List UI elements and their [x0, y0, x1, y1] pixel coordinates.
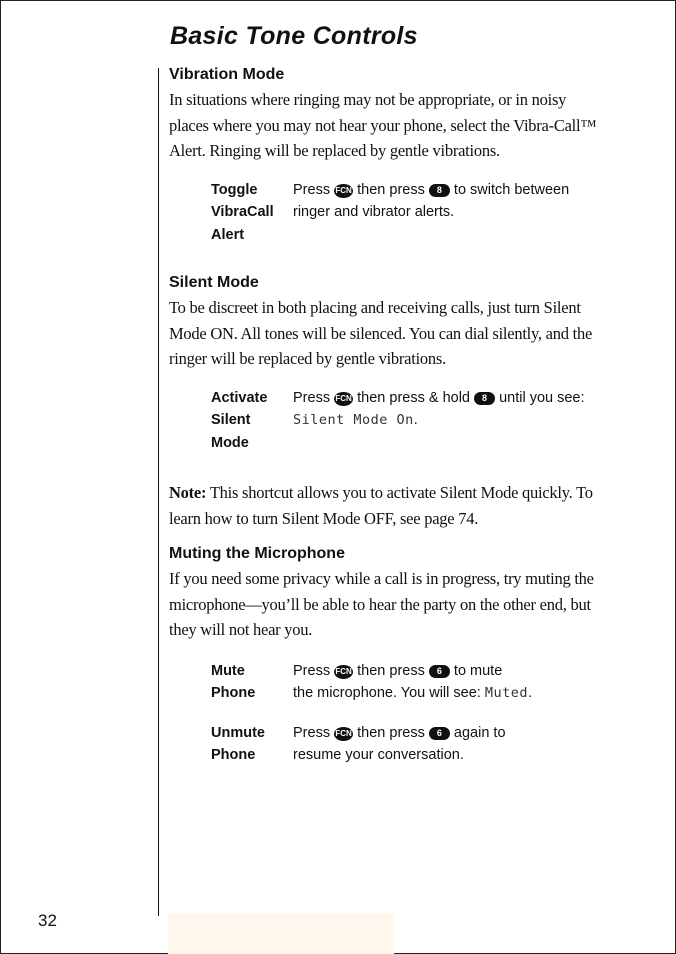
vibration-heading: Vibration Mode	[169, 66, 285, 83]
note-label: Note:	[169, 483, 207, 502]
key-6-icon: 6	[429, 665, 450, 678]
note-text: This shortcut allows you to activate Silent Mode quickly. To learn how to turn Silent Mode OFF, see page 74.	[169, 483, 593, 528]
muting-heading: Muting the Microphone	[169, 545, 345, 562]
mute-action-label: Mute Phone	[211, 662, 256, 701]
lcd-display-text: Muted	[484, 685, 528, 701]
mute-step	[211, 660, 609, 705]
mute-instruction: Press FCN then press 6 to mute the microphone. You will see: Muted.	[293, 662, 533, 701]
fcn-key-icon: FCN	[334, 665, 353, 679]
silent-step	[211, 387, 609, 455]
content	[169, 64, 609, 767]
note	[169, 480, 609, 531]
silent-action-label: Activate Silent Mode	[211, 389, 268, 451]
page-title: Basic Tone Controls	[170, 22, 418, 50]
silent-heading: Silent Mode	[169, 274, 259, 291]
key-8-icon: 8	[474, 392, 495, 405]
silent-body: To be discreet in both placing and receiving calls, just turn Silent Mode ON. All tones will be silenced. You can dial silently, and the ringer will be replaced by gentle vibrations.	[169, 298, 593, 368]
vibration-body: In situations where ringing may not be appropriate, or in noisy places where you may not hear your phone, select the Vibra-Call™ Alert. Ringing will be replaced by gentle vibrations.	[169, 90, 597, 160]
key-6-icon: 6	[429, 727, 450, 740]
fcn-key-icon: FCN	[334, 392, 353, 406]
fcn-key-icon: FCN	[334, 184, 353, 198]
unmute-step	[211, 722, 609, 767]
vibration-step	[211, 179, 609, 247]
unmute-action-label: Unmute Phone	[211, 724, 265, 763]
silent-instruction: Press FCN then press & hold 8 until you see: Silent Mode On.	[293, 389, 585, 428]
key-8-icon: 8	[429, 184, 450, 197]
fcn-key-icon: FCN	[334, 727, 353, 741]
margin-rule	[158, 68, 159, 916]
vibration-action-label: Toggle VibraCall Alert	[211, 181, 274, 243]
page-number: 32	[38, 911, 57, 930]
vibration-instruction: Press FCN then press 8 to switch between ringer and vibrator alerts.	[293, 181, 570, 220]
muting-body: If you need some privacy while a call is in progress, try muting the microphone—you’ll be able to hear the party on the other end, but they will not hear you.	[169, 569, 594, 639]
lcd-display-text: Silent Mode On	[293, 412, 414, 428]
page-tab-marker	[168, 914, 394, 954]
unmute-instruction: Press FCN then press 6 again to resume your conversation.	[293, 724, 506, 763]
